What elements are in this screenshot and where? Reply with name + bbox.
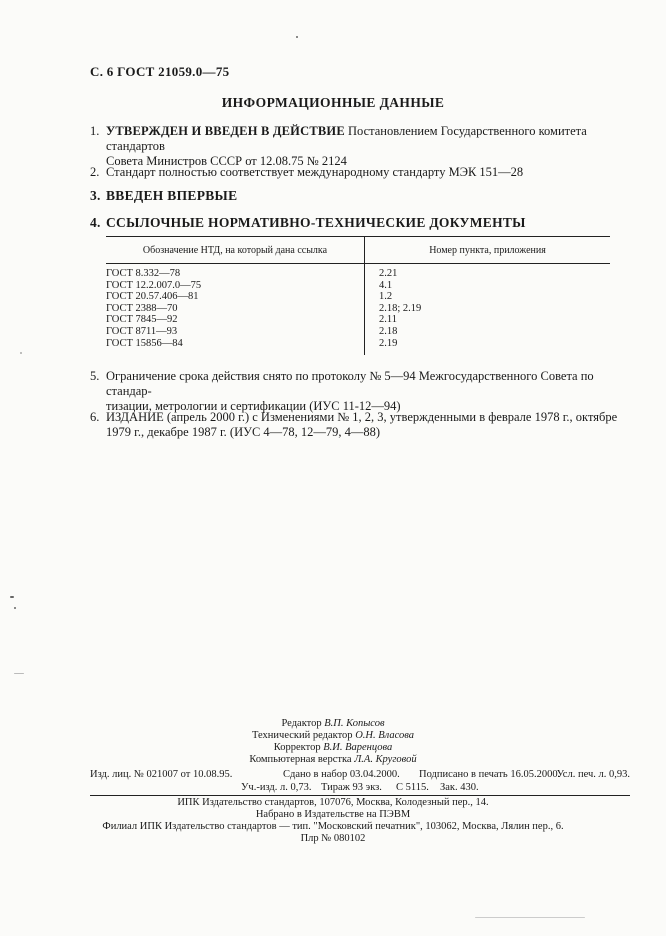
item-text: Стандарт полностью соответствует международному стандарту МЭК 151—28 [106, 165, 524, 179]
credit-name: В.П. Копысов [324, 718, 385, 729]
credit-corrector [0, 742, 666, 754]
scan-speck [10, 596, 14, 598]
item-number: 6. [90, 410, 100, 424]
cell-clause: 2.18; 2.19 [379, 302, 422, 314]
cell-document: ГОСТ 8711—93 [106, 326, 365, 338]
imprint-license: Изд. лиц. № 021007 от 10.08.95. [90, 769, 233, 780]
imprint [90, 769, 630, 795]
cell-clause: 1.2 [379, 291, 393, 303]
cell-document: ГОСТ 2388—70 [106, 303, 365, 315]
imprint-signed: Подписано в печать 16.05.2000. [419, 769, 561, 780]
publisher-line: Филиал ИПК Издательство стандартов — тип. "Московский печатник", 103062, Москва, Лялин пер., 6. [102, 821, 564, 832]
references-table [106, 236, 610, 355]
item-text: ССЫЛОЧНЫЕ НОРМАТИВНО-ТЕХНИЧЕСКИЕ ДОКУМЕНТЫ [106, 215, 526, 230]
imprint-order: Зак. 430. [440, 782, 479, 793]
cell-document: ГОСТ 7845—92 [106, 314, 365, 326]
imprint-run: Тираж 93 экз. [321, 782, 382, 793]
credit-name: О.Н. Власова [355, 730, 414, 741]
cell-document: ГОСТ 8.332—78 [106, 264, 365, 280]
item-text: Постановлением Государственного комитета стандартов [106, 124, 587, 153]
item-text: ВВЕДЕН ВПЕРВЫЕ [106, 188, 238, 203]
imprint-code: С 5115. [396, 782, 429, 793]
credit-tech-editor [0, 730, 666, 742]
table-row [106, 291, 610, 303]
item-number: 2. [90, 165, 100, 179]
imprint-sent: Сдано в набор 03.04.2000. [283, 769, 400, 780]
item-compliance [90, 165, 630, 180]
column-header-clause: Номер пункта, приложения [365, 237, 611, 264]
imprint-row [90, 769, 630, 782]
imprint-sheets: Усл. печ. л. 0,93. [556, 769, 630, 780]
cell-document: ГОСТ 12.2.007.0—75 [106, 280, 365, 292]
credit-role: Корректор [273, 742, 321, 753]
item-approval [90, 124, 630, 169]
cell-document: ГОСТ 20.57.406—81 [106, 291, 365, 303]
credit-role: Технический редактор [252, 730, 353, 741]
item-caps: УТВЕРЖДЕН И ВВЕДЕН В ДЕЙСТВИЕ [106, 124, 345, 138]
cell-document: ГОСТ 15856—84 [106, 338, 365, 356]
cell-clause: 2.11 [379, 314, 397, 326]
item-number: 4. [90, 215, 101, 230]
credit-name: Л.А. Круговой [354, 754, 417, 765]
item-edition [90, 410, 630, 440]
item-text: Ограничение срока действия снято по протоколу № 5—94 Межгосударственного Совета по стандар- [106, 369, 594, 398]
publisher-line: ИПК Издательство стандартов, 107076, Москва, Колодезный пер., 14. [177, 797, 489, 808]
scan-speck [475, 917, 585, 918]
cell-clause: 2.18 [379, 325, 398, 337]
item-text: ИЗДАНИЕ (апрель 2000 г.) с Изменениями № 1, 2, 3, утвержденными в феврале 1978 г., октябре [106, 410, 618, 424]
cell-clause: 2.19 [379, 337, 398, 349]
item-text-continued: Совета Министров СССР от 12.08.75 № 2124 [106, 154, 347, 168]
divider-line [90, 795, 630, 796]
section-title: ИНФОРМАЦИОННЫЕ ДАННЫЕ [221, 95, 445, 110]
item-text-continued: тизации, метрологии и сертификации (ИУС 11-12—94) [106, 399, 401, 413]
item-references-heading [90, 215, 630, 231]
table-row [106, 280, 610, 292]
imprint-row [90, 782, 630, 795]
table-row [106, 338, 610, 356]
table-row [106, 326, 610, 338]
cell-clause: 4.1 [379, 279, 393, 291]
credit-role: Редактор [281, 718, 322, 729]
cell-clause: 2.21 [379, 268, 398, 279]
credit-name: В.И. Варенцова [323, 742, 393, 753]
publisher-line: Плр № 080102 [300, 833, 366, 844]
scan-speck [20, 352, 22, 354]
page-header: С. 6 ГОСТ 21059.0—75 [90, 64, 230, 79]
item-validity [90, 369, 630, 414]
table-header-row [106, 237, 610, 264]
item-first-introduced [90, 188, 630, 204]
credit-layout [0, 754, 666, 766]
publisher-line: Набрано в Издательстве на ПЭВМ [255, 809, 411, 820]
credit-editor [0, 718, 666, 730]
table-row [106, 264, 610, 280]
credit-role: Компьютерная верстка [249, 754, 352, 765]
scan-speck [14, 607, 16, 609]
column-header-document: Обозначение НТД, на который дана ссылка [106, 237, 365, 264]
item-number: 5. [90, 369, 100, 383]
table-row [106, 314, 610, 326]
imprint-pub-sheets: Уч.-изд. л. 0,73. [241, 782, 312, 793]
item-number: 3. [90, 188, 101, 203]
scan-speck [296, 36, 298, 38]
credits [0, 718, 666, 766]
item-number: 1. [90, 124, 100, 138]
publisher-info [0, 797, 666, 845]
scan-speck [14, 673, 24, 674]
table-row [106, 303, 610, 315]
item-text-continued: 1979 г., декабре 1987 г. (ИУС 4—78, 12—79, 4—88) [106, 425, 381, 439]
